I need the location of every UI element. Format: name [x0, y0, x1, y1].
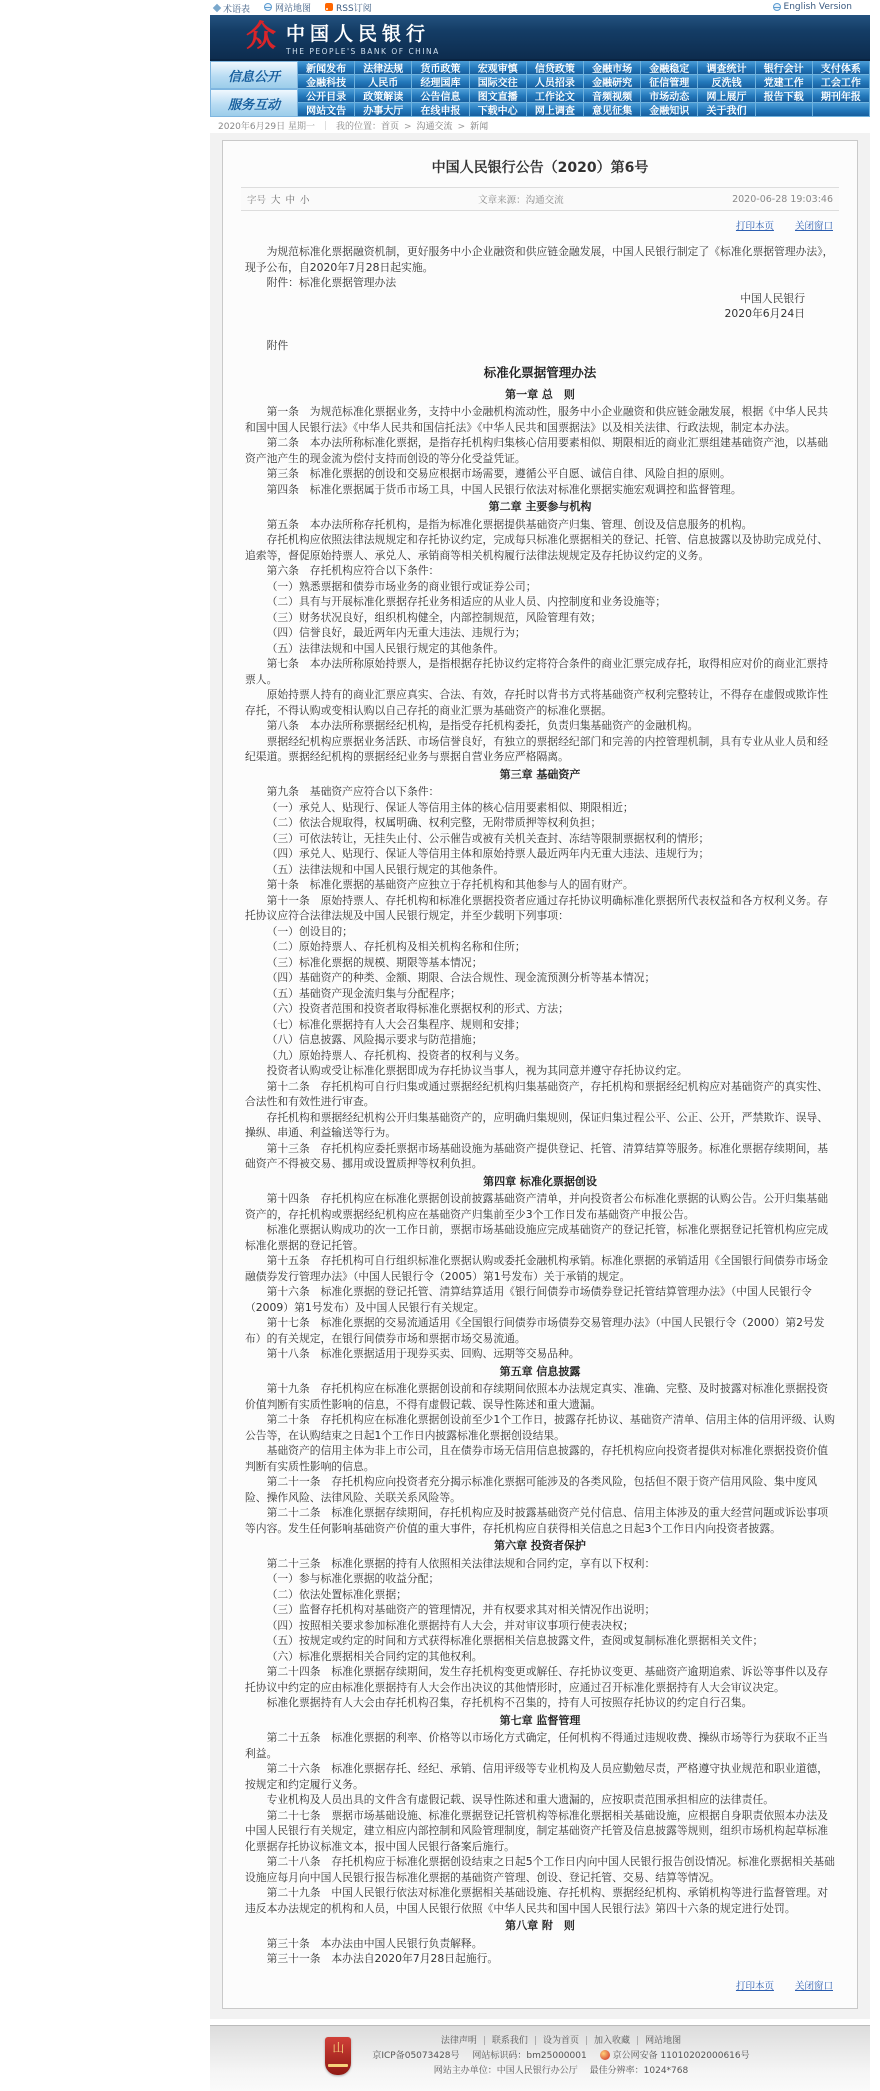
paragraph: 第二十一条 存托机构应向投资者充分揭示标准化票据可能涉及的各类风险，包括但不限于资产信用风险、集中度风险、操作风险、法律风险、关联关系风险等。: [245, 1475, 818, 1504]
paragraph: （三）财务状况良好，组织机构健全，内部控制规范，风险管理有效；: [266, 610, 602, 624]
nav-item[interactable]: 党建工作: [756, 75, 813, 89]
topbar-link-sitemap[interactable]: [264, 1, 311, 14]
utility-links: [214, 1, 386, 15]
paragraph: 第九条 基础资产应符合以下条件：: [266, 785, 440, 798]
paragraph: 第五条 本办法所称存托机构，是指为标准化票据提供基础资产归集、管理、创设及信息服务的机构。: [266, 517, 753, 531]
paragraph: （四）信誉良好，最近两年内无重大违法、违规行为；: [266, 626, 526, 639]
close-window-link-bottom[interactable]: 关闭窗口: [794, 1980, 833, 1992]
nav-item[interactable]: 经理国库: [412, 75, 469, 89]
paragraph: 第一条 为规范标准化票据业务，支持中小金融机构流动性，服务中小企业融资和供应链金融发展，根据《中华人民共和国中国人民银行法》《中华人民共和国信托法》《中华人民共和国票据法》以及相关法律、行政法规，制定本办法。: [245, 405, 829, 434]
footer-organizer-line: [367, 2064, 754, 2079]
sitemap-icon: [264, 3, 272, 11]
breadcrumb: [210, 117, 870, 133]
paragraph: （二）原始持票人、存托机构及相关机构名称和住所；: [266, 940, 526, 953]
site-footer: [210, 2025, 870, 2091]
nav-item[interactable]: 银行会计: [756, 61, 813, 75]
nav-item[interactable]: 人员招录: [527, 75, 584, 89]
paragraph: （一）参与标准化票据的收益分配；: [266, 1572, 440, 1585]
breadcrumb-link[interactable]: 沟通交流: [416, 121, 453, 132]
content-column: [210, 0, 870, 2091]
nav-item[interactable]: 宏观审慎: [470, 61, 527, 75]
chapter-heading: 第二章 主要参与机构: [488, 500, 592, 513]
english-version-wrap: [773, 2, 866, 14]
paragraph: 第二十五条 标准化票据的利率、价格等以市场化方式确定，任何机构不得通过违规收费、操纵市场等行为获取不正当利益。: [245, 1731, 829, 1760]
paragraph: （五）法律法规和中国人民银行规定的其他条件。: [266, 641, 505, 655]
paragraph: 标准化票据认购成功的次一工作日前，票据市场基础设施应完成基础资产的登记托管，标准化票据登记托管机构应完成标准化票据的登记托管。: [245, 1223, 829, 1252]
nav-item[interactable]: 调查统计: [698, 61, 755, 75]
chapter-heading: 第五章 信息披露: [499, 1364, 581, 1378]
paragraph: 第四条 标准化票据属于货币市场工具，中国人民银行依法对标准化票据实施宏观调控和监督管理。: [266, 482, 742, 496]
english-version-link[interactable]: English Version: [773, 2, 852, 12]
paragraph: 专业机构及人员出具的文件含有虚假记载、误导性陈述和重大遗漏的，应按职责范围承担相应的法律责任。: [266, 1793, 775, 1806]
paragraph: （五）基础资产现金流归集与分配程序；: [266, 986, 461, 1000]
footer-links: [367, 2034, 754, 2049]
paragraph: （二）具有与开展标准化票据存托业务相适应的从业人员、内控制度和业务设施等；: [266, 595, 667, 608]
signature-line: 2020年6月24日: [724, 307, 805, 320]
paragraph: 第三十条 本办法由中国人民银行负责解释。: [266, 1936, 483, 1950]
paragraph: （五）按规定或约定的时间和方式获得标准化票据相关信息披露文件，查阅或复制标准化票据相关文件；: [266, 1634, 764, 1647]
utility-bar: [210, 0, 870, 15]
paragraph: （七）标准化票据持有人大会召集程序、规则和安排；: [266, 1017, 526, 1031]
paragraph: （三）标准化票据的规模、期限等基本情况；: [266, 955, 483, 969]
footer-link-separator: |: [482, 2035, 486, 2046]
paragraph: 第十二条 存托机构可自行归集或通过票据经纪机构归集基础资产，存托机构和票据经纪机构应对基础资产的真实性、合法性和有效性进行审查。: [245, 1079, 829, 1108]
nav-item[interactable]: 反洗钱: [698, 75, 755, 89]
site-title-cn: 中国人民银行: [286, 22, 431, 45]
organizer: 网站主办单位：中国人民银行办公厅: [433, 2065, 578, 2076]
paragraph: 附件：标准化票据管理办法: [266, 276, 397, 289]
nav-item[interactable]: 金融科技: [298, 75, 355, 89]
font-size-小[interactable]: 小: [300, 195, 310, 206]
footer-link[interactable]: 法律声明: [440, 2035, 477, 2046]
paragraph: 第七条 本办法所称原始持票人，是指根据存托协议约定将符合条件的商业汇票完成存托，取得相应对价的商业汇票持票人。: [245, 657, 829, 686]
paragraph: （一）承兑人、贴现行、保证人等信用主体的核心信用要素相似、期限相近；: [266, 800, 634, 814]
nav-item[interactable]: 网站文告: [298, 103, 355, 117]
paragraph: 第十三条 存托机构应委托票据市场基础设施为基础资产提供登记、托管、清算结算等服务。标准化票据存续期间，基础资产不得被交易、挪用或设置质押等权利负担。: [245, 1141, 829, 1170]
breadcrumb-date: 2020年6月29日 星期一: [218, 121, 315, 132]
chapter-heading: 第四章 标准化票据创设: [483, 1174, 597, 1188]
site-title-block: [286, 19, 440, 56]
footer-link-separator: |: [533, 2035, 537, 2046]
chapter-heading: 第一章 总 则: [505, 387, 575, 401]
nav-item[interactable]: 金融研究: [584, 75, 641, 89]
nav-item[interactable]: 网上展厅: [698, 89, 755, 103]
site-code: 网站标识码：bm25000001: [472, 2050, 587, 2061]
paragraph: 存托机构和票据经纪机构公开归集基础资产的，应明确归集规则，保证归集过程公平、公正、公开，严禁欺诈、误导、操纵、串通、利益输送等行为。: [245, 1110, 829, 1139]
nav-item[interactable]: 信贷政策: [527, 61, 584, 75]
breadcrumb-arrow: >: [457, 121, 466, 132]
glossary-icon: [213, 4, 221, 12]
footer-link-separator: |: [585, 2035, 589, 2046]
site-title-en: THE PEOPLE'S BANK OF CHINA: [286, 46, 440, 56]
paragraph: 第六条 存托机构应符合以下条件：: [266, 564, 440, 577]
article-source: [478, 192, 564, 206]
nav-item-empty: [756, 103, 813, 117]
paragraph: （四）承兑人、贴现行、保证人等信用主体和原始持票人最近两年内无重大违法、违规行为；: [266, 847, 710, 860]
nav-item[interactable]: 市场动态: [641, 89, 698, 103]
chapter-heading: 第八章 附 则: [505, 1919, 575, 1932]
paragraph: 第二十四条 标准化票据存续期间，发生存托机构变更或解任、存托协议变更、基础资产逾期追索、诉讼等事件以及存托协议中约定的应由标准化票据持有人大会作出决议的其他情形时，应通过召开标准化票据持有人大会审议决定。: [245, 1665, 829, 1694]
nav-item[interactable]: 办事大厅: [355, 103, 412, 117]
paragraph: （九）原始持票人、存托机构、投资者的权利与义务。: [266, 1048, 526, 1062]
nav-item[interactable]: 金融稳定: [641, 61, 698, 75]
globe-icon: [773, 3, 781, 11]
paragraph: 票据经纪机构应票据业务活跃、市场信誉良好，有独立的票据经纪部门和完善的内控管理机制，具有专业从业人员和经纪渠道。票据经纪机构的票据经纪业务与票据自营业务应严格隔离。: [245, 734, 829, 763]
nav-item[interactable]: 工作论文: [527, 89, 584, 103]
nav-item[interactable]: 工会工作: [813, 75, 870, 89]
footer-link[interactable]: 联系我们: [491, 2035, 528, 2046]
police-badge-icon: [600, 2050, 610, 2060]
source-label: 文章来源：: [478, 195, 526, 206]
nav-item[interactable]: 音频视频: [584, 89, 641, 103]
gov-badge-icon: [325, 2037, 351, 2075]
topbar-link-glossary[interactable]: [214, 2, 250, 15]
nav-item[interactable]: 公告信息: [412, 89, 469, 103]
print-page-link[interactable]: 打印本页: [735, 221, 774, 232]
main-nav: [210, 61, 870, 117]
paragraph: 第十一条 原始持票人、存托机构和标准化票据投资者应通过存托协议明确标准化票据所代表权益和各方权利义务。存托协议应符合法律法规及中国人民银行规定，并至少载明下列事项：: [245, 893, 829, 922]
breadcrumb-link[interactable]: 新闻: [470, 121, 489, 132]
chapter-heading: 第六章 投资者保护: [494, 1539, 586, 1552]
nav-item[interactable]: 在线申报: [412, 103, 469, 117]
nav-group-label: 信息公开: [210, 61, 298, 89]
print-page-link-bottom[interactable]: 打印本页: [735, 1980, 774, 1992]
nav-item[interactable]: 新闻发布: [298, 61, 355, 75]
breadcrumb-separator: ｜: [320, 121, 330, 132]
nav-item[interactable]: 下载中心: [470, 103, 527, 117]
article-body: [241, 236, 839, 1971]
paragraph: 存托机构应依照法律法规规定和存托协议约定，完成每只标准化票据相关的登记、托管、信息披露以及协助完成兑付、追索等，督促原始持票人、承兑人、承销商等相关机构履行法律法规规定及存托协议约定的义务。: [245, 533, 829, 562]
breadcrumb-path: [381, 119, 488, 132]
police-record: 京公网安备 11010202000616号: [600, 2051, 750, 2061]
paragraph: （一）熟悉票据和债券市场业务的商业银行或证券公司；: [266, 579, 537, 593]
topbar-link-rss[interactable]: [325, 1, 372, 14]
paragraph: （三）可依法转让，无挂失止付、公示催告或被有关机关查封、冻结等限制票据权利的情形；: [266, 831, 710, 845]
nav-item[interactable]: 支付体系: [813, 61, 870, 75]
footer-link[interactable]: 设为首页: [542, 2035, 579, 2046]
resolution: 最佳分辨率：1024*768: [589, 2065, 689, 2076]
paragraph: 第二十九条 中国人民银行依法对标准化票据相关基础设施、存托机构、票据经纪机构、承销机构等进行监督管理。对违反本办法规定的机构和人员，中国人民银行依照《中华人民共和国中国人民银行法》第四十六条的规定进行处罚。: [245, 1886, 829, 1915]
nav-item[interactable]: 意见征集: [584, 103, 641, 117]
nav-item[interactable]: 图文直播: [470, 89, 527, 103]
footer-link[interactable]: 加入收藏: [594, 2035, 631, 2046]
signature-line: 中国人民银行: [740, 291, 805, 305]
paragraph: 第十八条 标准化票据适用于现券买卖、回购、远期等交易品种。: [266, 1347, 580, 1360]
topbar-link-label: 网站地图: [275, 3, 312, 14]
paragraph: （三）监督存托机构对基础资产的管理情况，并有权要求其对相关情况作出说明；: [266, 1603, 656, 1616]
paragraph: 第二十八条 存托机构应于标准化票据创设结束之日起5个工作日内向中国人民银行报告创设情况。标准化票据相关基础设施应每月向中国人民银行报告标准化票据的基础资产管理、创设、登记托管、交易、结算等情况。: [245, 1855, 835, 1884]
content-area: [210, 133, 870, 2019]
breadcrumb-link[interactable]: 首页: [380, 121, 399, 132]
rss-icon: [325, 3, 333, 11]
breadcrumb-location-label: 我的位置：: [335, 121, 381, 132]
paragraph: 第二十七条 票据市场基础设施、标准化票据登记托管机构等标准化票据相关基础设施，应根据自身职责依照本办法及中国人民银行有关规定，建立相应内部控制和风险管理制度，制定基础资产托管及信息披露等规则，组织市场机构起草标准化票据存托协议标准文本，报中国人民银行备案后施行。: [245, 1808, 829, 1853]
chapter-heading: 第七章 监督管理: [499, 1713, 581, 1727]
source-value: 沟通交流: [525, 195, 564, 206]
attachment-label: 附件: [266, 338, 289, 352]
nav-item[interactable]: 金融知识: [641, 103, 698, 117]
paragraph: （二）依法处置标准化票据；: [266, 1587, 407, 1601]
paragraph: （二）依法合规取得，权属明确、权利完整，无附带质押等权利负担；: [266, 816, 602, 829]
paragraph: 第十条 标准化票据的基础资产应独立于存托机构和其他参与人的固有财产。: [266, 878, 634, 891]
document-title: 标准化票据管理办法: [483, 365, 597, 380]
nav-item[interactable]: 征信管理: [641, 75, 698, 89]
nav-item[interactable]: 期刊年报: [813, 89, 870, 103]
article-title: 中国人民银行公告（2020）第6号: [431, 160, 649, 176]
font-size-label: 字号: [247, 195, 267, 206]
paragraph: 第三条 标准化票据的创设和交易应根据市场需要，遵循公平自愿、诚信自律、风险自担的原则。: [266, 467, 731, 480]
paragraph: 第三十一条 本办法自2020年7月28日起施行。: [266, 1952, 499, 1965]
nav-item[interactable]: 人民币: [355, 75, 412, 89]
paragraph: 第八条 本办法所称票据经纪机构，是指受存托机构委托，负责归集基础资产的金融机构。: [266, 719, 699, 732]
paragraph: 第十六条 标准化票据的登记托管、清算结算适用《银行间债券市场债券登记托管结算管理办法》（中国人民银行令（2009）第1号发布）及中国人民银行有关规定。: [245, 1285, 812, 1314]
nav-item-empty: [813, 103, 870, 117]
footer-link[interactable]: 网站地图: [645, 2035, 682, 2046]
paragraph: （八）信息披露、风险揭示要求与防范措施；: [266, 1033, 483, 1046]
nav-group: [210, 89, 870, 117]
pboc-logo-icon: 众: [246, 19, 276, 54]
footer-link-separator: |: [636, 2035, 640, 2046]
paragraph: （五）法律法规和中国人民银行规定的其他条件。: [266, 862, 505, 876]
paragraph: 为规范标准化票据融资机制，更好服务中小企业融资和供应链金融发展，中国人民银行制定了《标准化票据管理办法》，现予公布，自2020年7月28日起实施。: [245, 245, 834, 274]
paragraph: 第十七条 标准化票据的交易流通适用《全国银行间债券市场债券交易管理办法》（中国人民银行令（2000）第2号发布）的有关规定，在银行间债券市场和票据市场交易流通。: [245, 1316, 825, 1345]
nav-group: [210, 61, 870, 89]
paragraph: （六）标准化票据相关合同约定的其他权利。: [266, 1649, 483, 1663]
close-window-link[interactable]: 关闭窗口: [794, 221, 833, 232]
paragraph: 投资者认购或受让标准化票据即成为存托协议当事人，视为其同意并遵守存托协议约定。: [266, 1064, 688, 1077]
paragraph: 标准化票据持有人大会由存托机构召集，存托机构不召集的，持有人可按照存托协议的约定自行召集。: [266, 1696, 753, 1709]
topbar-link-label: 术语表: [223, 4, 251, 15]
nav-item[interactable]: 货币政策: [412, 61, 469, 75]
font-size-大[interactable]: 大: [271, 195, 281, 206]
nav-item[interactable]: 金融市场: [584, 61, 641, 75]
topbar-link-label: RSS订阅: [336, 3, 372, 14]
nav-item[interactable]: 网上调查: [527, 103, 584, 117]
paragraph: 第十五条 存托机构可自行组织标准化票据认购或委托金融机构承销。标准化票据的承销适用《全国银行间债券市场金融债券发行管理办法》（中国人民银行令（2005）第1号发布）关于承销的规定。: [245, 1254, 829, 1283]
paragraph: 第二十六条 标准化票据存托、经纪、承销、信用评级等专业机构及人员应勤勉尽责，严格遵守执业规范和职业道德，按规定和约定履行义务。: [245, 1762, 829, 1791]
nav-item[interactable]: 法律法规: [355, 61, 412, 75]
site-header: [210, 15, 870, 61]
paragraph: 第二十三条 标准化票据的持有人依照相关法律法规和合同约定，享有以下权利：: [266, 1556, 656, 1570]
footer-registration-line: [367, 2049, 754, 2064]
paragraph: 第二条 本办法所称标准化票据，是指存托机构归集核心信用要素相似、期限相近的商业汇票组建基础资产池，以基础资产池产生的现金流为偿付支持而创设的等分化受益凭证。: [245, 436, 829, 465]
article-actions-top: [241, 211, 839, 236]
paragraph: 第十四条 存托机构应在标准化票据创设前披露基础资产清单，并向投资者公布标准化票据的认购公告。公开归集基础资产的，存托机构或票据经纪机构应在基础资产归集前至少3个工作日发布基础资产申报公告。: [245, 1192, 829, 1221]
nav-item[interactable]: 公开目录: [298, 89, 355, 103]
font-size-中[interactable]: 中: [285, 195, 296, 206]
paragraph: 原始持票人持有的商业汇票应真实、合法、有效，存托时以背书方式将基础资产权利完整转让，不得存在虚假或欺诈性存托，不得认购或变相认购以自己存托的商业汇票为基础资产的标准化票据。: [245, 688, 829, 717]
paragraph: （六）投资者范围和投资者取得标准化票据权利的形式、方法；: [266, 1002, 569, 1015]
nav-item[interactable]: 报告下载: [756, 89, 813, 103]
article-meta-bar: [241, 187, 839, 211]
paragraph: （四）按照相关要求参加标准化票据持有人大会，并对审议事项行使表决权；: [266, 1618, 634, 1632]
article-card: [222, 140, 858, 2009]
paragraph: （四）基础资产的种类、金额、期限、合法合规性、现金流预测分析等基本情况；: [266, 971, 656, 984]
chapter-heading: 第三章 基础资产: [499, 767, 581, 781]
paragraph: 第十九条 存托机构应在标准化票据创设前和存续期间依照本办法规定真实、准确、完整、及时披露对标准化票据投资价值判断有实质性影响的信息，不得有虚假记载、误导性陈述和重大遗漏。: [245, 1382, 829, 1411]
nav-group-label: 服务互动: [210, 89, 298, 117]
font-size-control: [247, 192, 310, 206]
nav-item[interactable]: 关于我们: [698, 103, 755, 117]
paragraph: 基础资产的信用主体为非上市公司，且在债券市场无信用信息披露的，存托机构应向投资者提供对标准化票据投资价值判断有实质性影响的信息。: [245, 1444, 829, 1473]
icp-number: 京ICP备05073428号: [372, 2050, 460, 2061]
nav-item[interactable]: 政策解读: [355, 89, 412, 103]
footer-text: [367, 2034, 754, 2079]
article-actions-bottom: [241, 1971, 839, 1996]
breadcrumb-arrow: >: [404, 121, 412, 132]
paragraph: 第二十条 存托机构应在标准化票据创设前至少1个工作日，披露存托协议、基础资产清单、信用主体的信用评级、认购公告等，在认购结束之日起1个工作日内披露标准化票据创设结果。: [245, 1413, 835, 1442]
nav-item[interactable]: 国际交往: [470, 75, 527, 89]
paragraph: 第二十二条 标准化票据存续期间，存托机构应及时披露基础资产兑付信息、信用主体涉及的重大经营问题或诉讼事项等内容。发生任何影响基础资产价值的重大事件，存托机构应自获得相关信息之日起3个工作日内向投资者披露。: [245, 1506, 829, 1535]
paragraph: （一）创设目的；: [266, 924, 353, 938]
article-datetime: 2020-06-28 19:03:46: [732, 193, 833, 205]
